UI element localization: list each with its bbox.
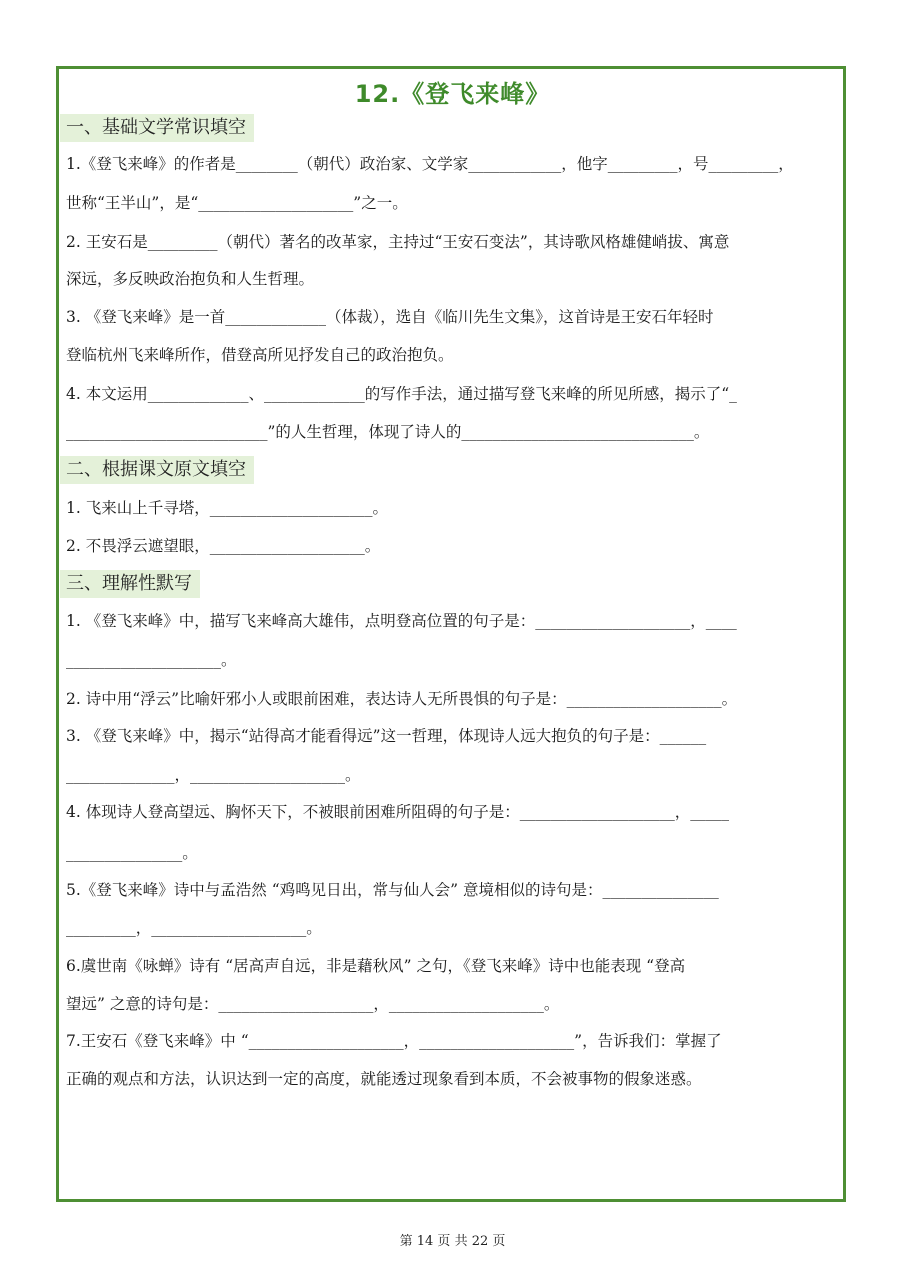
comp-line-6-1: 6.虞世南《咏蝉》诗有 “居高声自远，非是藉秋风” 之句，《登飞来峰》诗中也能表现 “登高 — [66, 957, 686, 975]
question-line-3-1: 3. 《登飞来峰》是一首_____________（体裁），选自《临川先生文集》，这首诗是王安石年轻时 — [66, 308, 714, 326]
page-title: 12.《登飞来峰》 — [354, 80, 551, 108]
fill-line-1: 1. 飞来山上千寻塔，_____________________。 — [66, 499, 388, 517]
comp-line-4-2: _______________。 — [66, 844, 198, 862]
question-line-1-2: 世称“王半山”，是“____________________”之一。 — [66, 194, 408, 212]
section-heading-basic-knowledge: 一、基础文学常识填空 — [60, 114, 254, 142]
question-line-2-2: 深远，多反映政治抱负和人生哲理。 — [66, 270, 315, 288]
comp-line-3-1: 3. 《登飞来峰》中，揭示“站得高才能看得远”这一哲理，体现诗人远大抱负的句子是：______ — [66, 727, 707, 745]
question-line-3-2: 登临杭州飞来峰所作，借登高所见抒发自己的政治抱负。 — [66, 346, 454, 364]
comp-line-2: 2. 诗中用“浮云”比喻奸邪小人或眼前困难，表达诗人无所畏惧的句子是：____________________。 — [66, 690, 738, 708]
comp-line-1-1: 1. 《登飞来峰》中，描写飞来峰高大雄伟，点明登高位置的句子是：____________________，____ — [66, 612, 737, 630]
comp-line-5-1: 5.《登飞来峰》诗中与孟浩然 “鸡鸣见日出，常与仙人会” 意境相似的诗句是：_______________ — [66, 881, 719, 899]
comp-line-6-2: 望远” 之意的诗句是：____________________，____________________。 — [66, 995, 560, 1013]
question-line-4-2: __________________________”的人生哲理，体现了诗人的______________________________。 — [66, 423, 710, 441]
comp-line-3-2: ______________，____________________。 — [66, 766, 361, 784]
comp-line-7-2: 正确的观点和方法，认识达到一定的高度，就能透过现象看到本质，不会被事物的假象迷惑。 — [66, 1070, 702, 1088]
comp-line-5-2: _________，____________________。 — [66, 919, 322, 937]
page-footer: 第 14 页 共 22 页 — [399, 1234, 506, 1249]
question-line-4-1: 4. 本文运用_____________、_____________的写作手法，通过描写登飞来峰的所见所感，揭示了“_ — [66, 385, 737, 403]
section-heading-text-fill: 二、根据课文原文填空 — [60, 456, 254, 484]
section-heading-comprehension: 三、理解性默写 — [60, 570, 200, 598]
question-line-2-1: 2. 王安石是_________（朝代）著名的改革家，主持过“王安石变法”，其诗歌风格雄健峭拔、寓意 — [66, 233, 730, 251]
comp-line-4-1: 4. 体现诗人登高望远、胸怀天下，不被眼前困难所阻碍的句子是：____________________，_____ — [66, 803, 729, 821]
question-line-1-1: 1.《登飞来峰》的作者是________（朝代）政治家、文学家____________，他字_________，号_________， — [66, 155, 794, 173]
comp-line-7-1: 7.王安石《登飞来峰》中 “____________________，____________________”，告诉我们：掌握了 — [66, 1032, 722, 1050]
comp-line-1-2: ____________________。 — [66, 651, 237, 669]
fill-line-2: 2. 不畏浮云遮望眼，____________________。 — [66, 537, 381, 555]
